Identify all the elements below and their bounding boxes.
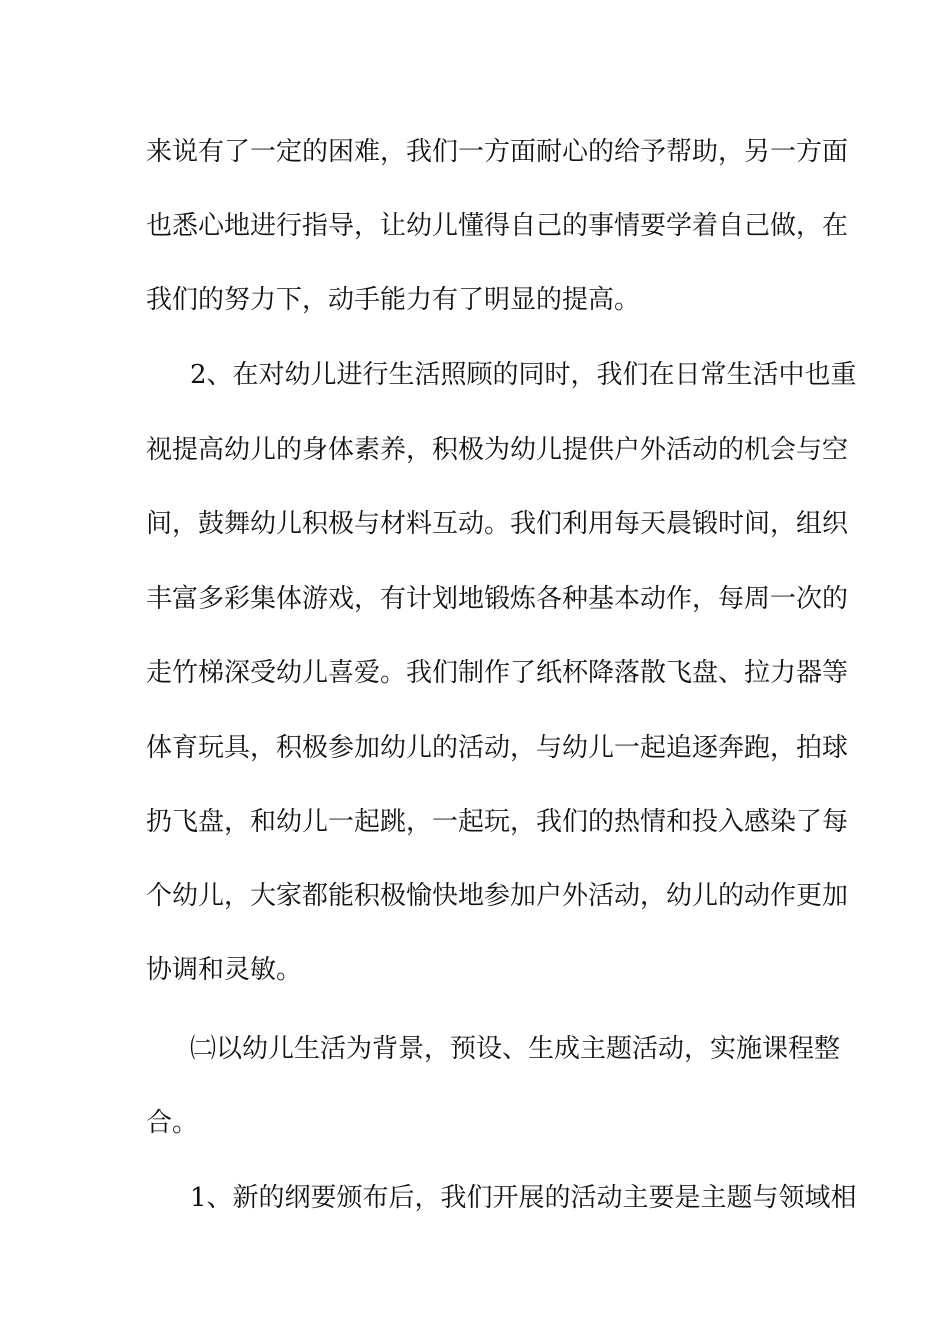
text-line: 合。 <box>146 1108 199 1138</box>
text-line: 来说有了一定的困难，我们一方面耐心的给予帮助，另一方面 <box>146 137 849 167</box>
text-line: 也悉心地进行指导，让幼儿懂得自己的事情要学着自己做，在 <box>146 211 849 241</box>
text-line: 扔飞盘，和幼儿一起跳，一起玩，我们的热情和投入感染了每 <box>146 807 849 837</box>
text-line: 协调和灵敏。 <box>146 955 303 985</box>
text-line: 2、在对幼儿进行生活照顾的同时，我们在日常生活中也重 <box>190 360 857 390</box>
text-line: 体育玩具，积极参加幼儿的活动，与幼儿一起追逐奔跑，拍球 <box>146 733 849 763</box>
text-line: 间，鼓舞幼儿积极与材料互动。我们利用每天晨锻时间，组织 <box>146 509 849 539</box>
text-line: 我们的努力下，动手能力有了明显的提高。 <box>146 285 641 315</box>
text-line: 1、新的纲要颁布后，我们开展的活动主要是主题与领域相 <box>190 1183 857 1213</box>
text-line: ㈡以幼儿生活为背景，预设、生成主题活动，实施课程整 <box>190 1034 841 1064</box>
text-line: 个幼儿，大家都能积极愉快地参加户外活动，幼儿的动作更加 <box>146 881 849 911</box>
text-line: 走竹梯深受幼儿喜爱。我们制作了纸杯降落散飞盘、拉力器等 <box>146 658 849 688</box>
text-line: 丰富多彩集体游戏，有计划地锻炼各种基本动作，每周一次的 <box>146 584 849 614</box>
text-line: 视提高幼儿的身体素养，积极为幼儿提供户外活动的机会与空 <box>146 435 849 465</box>
